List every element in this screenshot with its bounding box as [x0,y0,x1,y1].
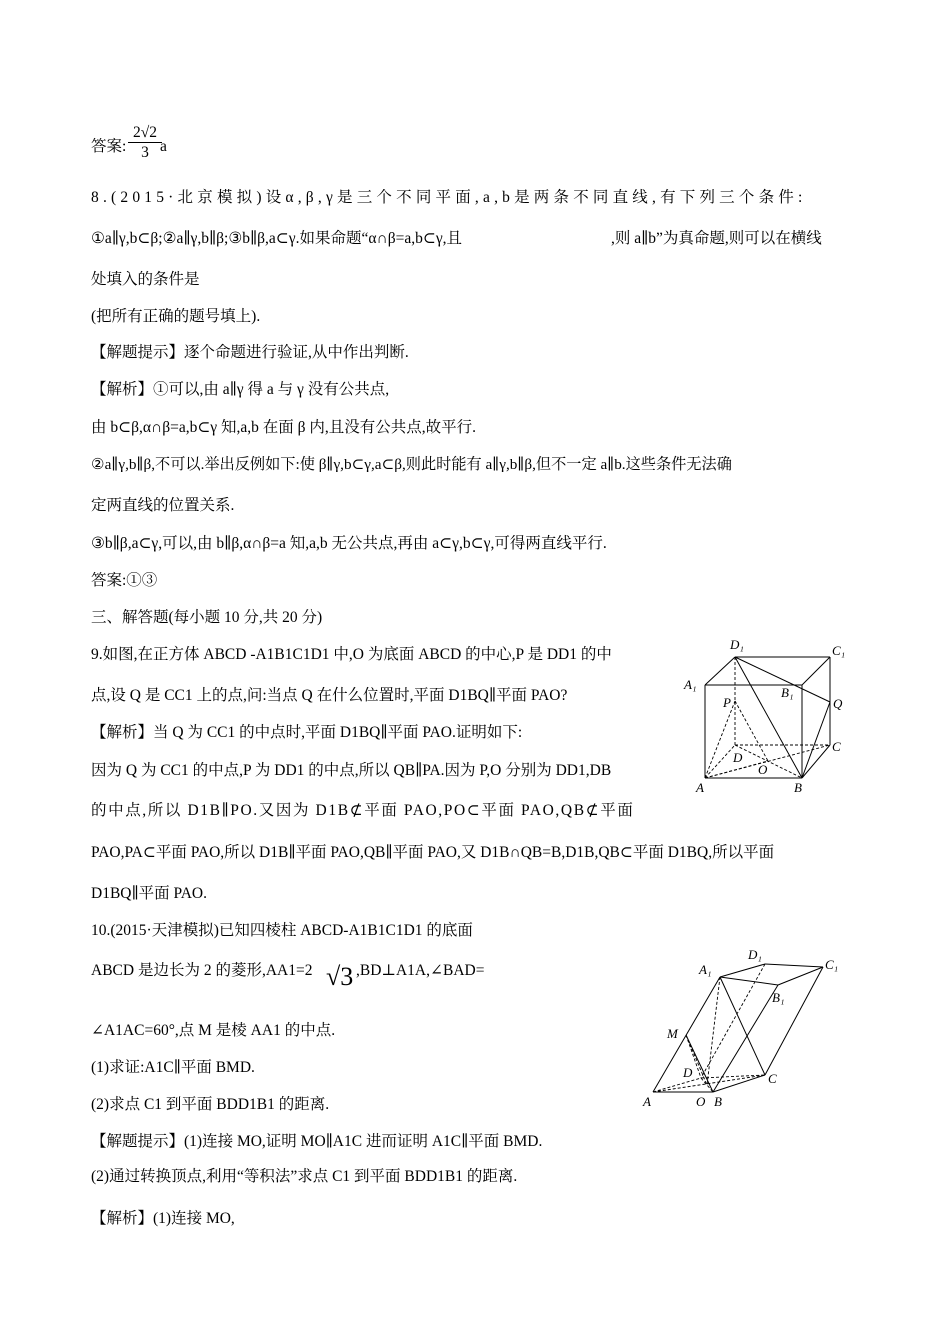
fraction-numerator: 2√2 [128,124,162,143]
q10-sqrt3: √3 [326,962,354,991]
section-3-heading: 三、解答题(每小题 10 分,共 20 分) [91,609,323,626]
label-P: P [723,695,731,710]
q9-line-1: 9.如图,在正方体 ABCD -A1B1C1D1 中,O 为底面 ABCD 的中心,P 是 DD1 的中 [91,646,612,663]
q8-line-3: 处填入的条件是 [91,271,200,288]
q8-analysis-3: ②a∥γ,b∥β,不可以.举出反例如下:使 β∥γ,b⊂γ,a⊂β,则此时能有 a∥γ,b∥β,但不一定 a∥b.这些条件无法确 [91,456,732,473]
label-Q: Q [833,696,843,711]
label-D1: D₁ [748,947,762,962]
label-C1: C₁ [825,957,839,972]
label-D: D [733,750,743,765]
q10-line-2b: ,BD⊥A1A,∠BAD= [356,962,485,979]
answer-7-suffix: a [160,138,167,155]
fraction-denominator: 3 [141,144,149,161]
q9-analysis-3: 的中点,所以 D1B∥PO.又因为 D1B⊄平面 PAO,PO⊂平面 PAO,QB⊄平面 [91,802,635,819]
label-D1: D₁ [730,637,744,652]
label-A1: A₁ [684,677,697,692]
label-C: C [768,1071,777,1086]
q8-analysis-4: 定两直线的位置关系. [91,497,235,514]
label-O: O [758,762,768,777]
q8-answer: 答案:①③ [91,572,158,589]
q10-line-3: ∠A1AC=60°,点 M 是棱 AA1 的中点. [91,1022,336,1039]
label-D: D [683,1065,693,1080]
q10-part-2: (2)求点 C1 到平面 BDD1B1 的距离. [91,1096,330,1113]
q10-hint-1: 【解题提示】(1)连接 MO,证明 MO∥A1C 进而证明 A1C∥平面 BMD. [91,1133,543,1150]
q8-line-1: 8.(2015·北京模拟)设α,β,γ是三个不同平面,a,b是两条不同直线,有下列三个条件: [91,189,807,206]
q8-line-4: (把所有正确的题号填上). [91,308,261,325]
label-C1: C₁ [832,643,846,658]
q10-hint-2: (2)通过转换顶点,利用“等积法”求点 C1 到平面 BDD1B1 的距离. [91,1168,518,1185]
q10-part-1: (1)求证:A1C∥平面 BMD. [91,1059,255,1076]
label-M: M [667,1026,678,1041]
q8-analysis-5: ③b∥β,a⊂γ,可以,由 b∥β,α∩β=a 知,a,b 无公共点,再由 a⊂γ,b⊂γ,可得两直线平行. [91,535,607,552]
q9-analysis-5: D1BQ∥平面 PAO. [91,885,207,902]
label-O: O [696,1094,706,1109]
label-C: C [832,739,841,754]
label-A: A [643,1094,651,1109]
answer-7-fraction [128,124,162,163]
cube-figure [680,630,860,800]
q9-analysis-2: 因为 Q 为 CC1 的中点,P 为 DD1 的中点,所以 QB∥PA.因为 P,O 分别为 DD1,DB [91,762,612,779]
q9-line-2: 点,设 Q 是 CC1 上的点,问:当点 Q 在什么位置时,平面 D1BQ∥平面 PAO? [91,687,568,704]
q8-analysis-1: 【解析】①可以,由 a∥γ 得 a 与 γ 没有公共点, [91,381,390,398]
answer-7-prefix: 答案: [91,138,127,155]
label-A: A [696,780,704,795]
label-A1: A₁ [699,962,712,977]
prism-figure [635,940,850,1115]
q10-line-2a: ABCD 是边长为 2 的菱形,AA1=2 [91,962,313,979]
label-B: B [714,1094,722,1109]
q10-analysis-1: 【解析】(1)连接 MO, [91,1210,235,1227]
q8-hint: 【解题提示】逐个命题进行验证,从中作出判断. [91,344,409,361]
q10-line-1: 10.(2015·天津模拟)已知四棱柱 ABCD-A1B1C1D1 的底面 [91,922,473,939]
label-B: B [794,780,802,795]
q9-analysis-1: 【解析】当 Q 为 CC1 的中点时,平面 D1BQ∥平面 PAO.证明如下: [91,724,523,741]
q9-analysis-4: PAO,PA⊂平面 PAO,所以 D1B∥平面 PAO,QB∥平面 PAO,又 D1B∩QB=B,D1B,QB⊂平面 D1BQ,所以平面 [91,844,775,861]
q8-line-2a: ①a∥γ,b⊂β;②a∥γ,b∥β;③b∥β,a⊂γ.如果命题“α∩β=a,b⊂γ,且 [91,230,463,247]
label-B1: B₁ [772,990,785,1005]
label-B1: B₁ [781,685,794,700]
q8-analysis-2: 由 b⊂β,α∩β=a,b⊂γ 知,a,b 在面 β 内,且没有公共点,故平行. [91,419,477,436]
q8-line-2b: ,则 a∥b”为真命题,则可以在横线 [611,230,822,247]
